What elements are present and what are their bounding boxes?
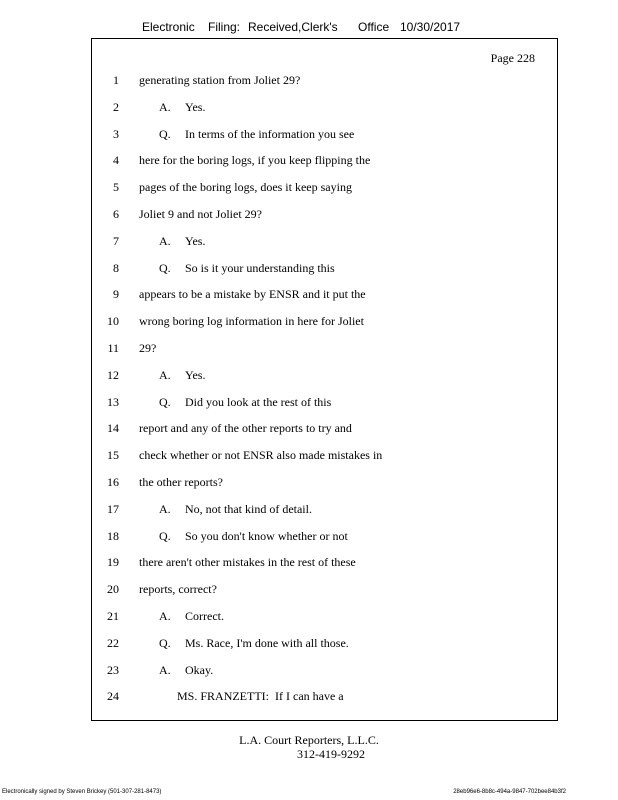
transcript-line	[92, 582, 557, 598]
header-office: Office	[358, 20, 390, 34]
line-number: 17	[107, 501, 119, 516]
footer-phone: 312-419-9292	[297, 747, 365, 761]
speaker-label: A.	[159, 609, 171, 623]
line-number: 10	[107, 314, 119, 329]
line-number: 12	[107, 367, 119, 382]
line-text: So is it your understanding this	[185, 260, 335, 275]
line-text: Joliet 9 and not Joliet 29?	[139, 207, 262, 221]
line-text: the other reports?	[139, 475, 223, 489]
line-number: 14	[107, 421, 119, 436]
speaker-label: Q.	[159, 126, 171, 141]
line-number: 5	[113, 180, 119, 195]
line-text: MS. FRANZETTI: If I can have a	[177, 689, 344, 704]
speaker-label: Q.	[159, 260, 171, 275]
header-electronic: Electronic	[142, 20, 195, 34]
line-number: 18	[107, 528, 119, 543]
line-number: 7	[113, 233, 119, 248]
transcript-line	[92, 368, 557, 384]
speaker-label: A.	[159, 501, 171, 516]
line-number: 13	[107, 394, 119, 409]
line-text: here for the boring logs, if you keep flipping the	[139, 153, 371, 168]
line-text: No, not that kind of detail.	[185, 501, 312, 516]
line-number: 11	[107, 341, 119, 355]
transcript-line	[92, 395, 557, 411]
line-text: Yes.	[185, 367, 206, 382]
transcript-line	[92, 636, 557, 652]
line-number: 9	[113, 287, 119, 302]
transcript-line	[92, 100, 557, 116]
transcript-line	[92, 287, 557, 303]
line-text: Yes.	[185, 99, 206, 114]
speaker-label: Q.	[159, 394, 171, 409]
line-text: report and any of the other reports to try and	[139, 421, 352, 436]
transcript-line	[92, 153, 557, 169]
transcript-line	[92, 502, 557, 518]
line-text: check whether or not ENSR also made mistakes in	[139, 448, 383, 463]
transcript-line	[92, 421, 557, 437]
transcript-line	[92, 475, 557, 491]
document-hash: 28eb96e6-8b8c-494a-9847-702bee84b3f2	[453, 789, 566, 795]
transcript-line	[92, 663, 557, 679]
line-text: In terms of the information you see	[185, 126, 355, 141]
line-number: 21	[107, 609, 119, 623]
line-text: Ms. Race, I'm done with all those.	[185, 635, 349, 650]
line-number: 15	[107, 448, 119, 463]
line-number: 23	[107, 662, 119, 677]
transcript-line	[92, 207, 557, 223]
header-filing: Filing:	[208, 20, 241, 34]
transcript-line	[92, 529, 557, 545]
line-number: 6	[113, 207, 119, 221]
transcript-line	[92, 234, 557, 250]
line-number: 3	[113, 126, 119, 141]
transcript-line	[92, 609, 557, 625]
signature-note: Electronically signed by Steven Brickey (501-307-281-8473)	[2, 789, 162, 795]
line-text: appears to be a mistake by ENSR and it put the	[139, 287, 366, 302]
transcript-line	[92, 314, 557, 330]
line-text: Okay.	[185, 662, 214, 677]
page-number: Page 228	[490, 51, 535, 65]
transcript-line	[92, 261, 557, 277]
transcript-line	[92, 555, 557, 571]
transcript-line	[92, 73, 557, 89]
line-number: 19	[107, 555, 119, 570]
line-text: pages of the boring logs, does it keep saying	[139, 180, 352, 195]
footer-company: L.A. Court Reporters, L.L.C.	[239, 733, 379, 747]
transcript-line	[92, 689, 557, 705]
transcript-line	[92, 448, 557, 464]
line-text: reports, correct?	[139, 582, 217, 597]
line-number: 2	[113, 99, 119, 114]
line-number: 16	[107, 475, 119, 489]
line-text: generating station from Joliet 29?	[139, 73, 301, 87]
line-number: 1	[113, 73, 119, 87]
speaker-label: Q.	[159, 528, 171, 543]
line-text: wrong boring log information in here for Joliet	[139, 314, 364, 329]
transcript-line	[92, 180, 557, 196]
speaker-label: A.	[159, 99, 171, 114]
transcript-line	[92, 127, 557, 143]
speaker-label: A.	[159, 367, 171, 382]
line-number: 20	[107, 582, 119, 597]
speaker-label: Q.	[159, 635, 171, 650]
speaker-label: A.	[159, 662, 171, 677]
line-text: Did you look at the rest of this	[185, 394, 332, 409]
speaker-label: A.	[159, 233, 171, 248]
header-received: Received,Clerk's	[248, 20, 338, 34]
line-number: 8	[113, 260, 119, 275]
transcript-line	[92, 341, 557, 357]
transcript-page	[91, 38, 558, 721]
line-number: 24	[107, 689, 119, 704]
line-text: So you don't know whether or not	[185, 528, 348, 543]
line-text: Correct.	[185, 609, 224, 623]
line-number: 22	[107, 635, 119, 650]
header-date: 10/30/2017	[400, 20, 461, 34]
line-text: 29?	[139, 341, 157, 355]
line-text: there aren't other mistakes in the rest of these	[139, 555, 356, 570]
line-text: Yes.	[185, 233, 206, 248]
line-number: 4	[113, 153, 119, 168]
